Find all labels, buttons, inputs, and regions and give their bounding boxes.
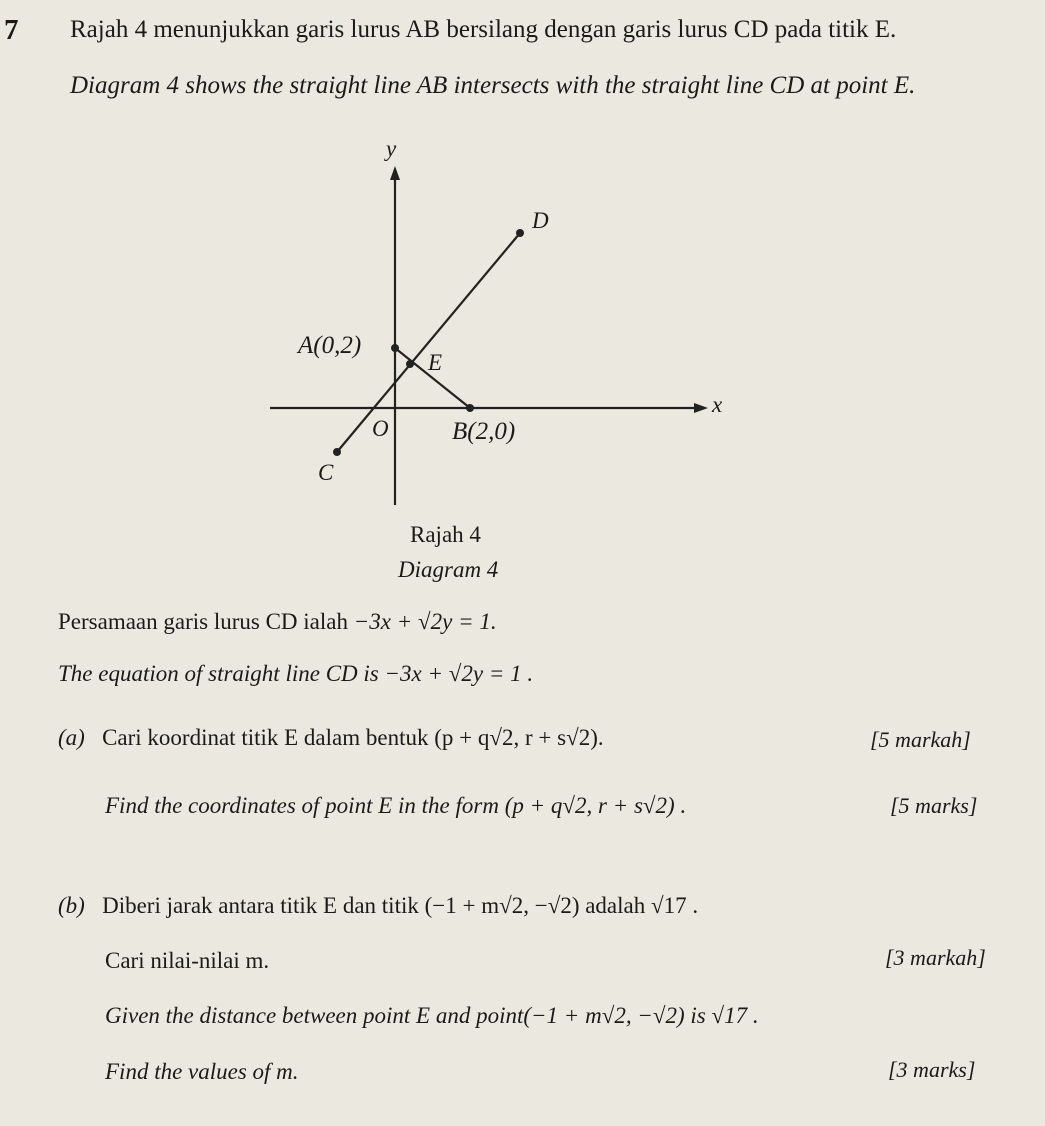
y-axis-arrow-icon [390, 166, 400, 180]
equation-english [58, 661, 533, 687]
origin-label: O [372, 416, 389, 441]
part-a-marks-english: [5 marks] [890, 793, 978, 818]
caption-malay: Rajah 4 [410, 522, 481, 547]
part-a-english-text: Find the coordinates of point E in the form (p + q√2, r + s√2) . [105, 793, 687, 818]
part-b-marks-malay: [3 markah] [885, 945, 986, 970]
intro-english: Diagram 4 shows the straight line AB intersects with the straight line CD at point E. [70, 72, 916, 99]
part-b-english-text: Given the distance between point E and point(−1 + m√2, −√2) is √17 . [105, 1003, 759, 1028]
part-a-malay-text: Cari koordinat titik E dalam bentuk (p + q√2, r + s√2). [102, 725, 604, 750]
question-number: 7 [4, 14, 19, 46]
part-a-marks-malay: [5 markah] [870, 727, 971, 752]
point-e-label: E [428, 350, 443, 375]
point-d-label: D [532, 208, 549, 233]
point-b [466, 404, 474, 412]
part-b-marks-english: [3 marks] [888, 1057, 976, 1082]
point-b-label: B(2,0) [452, 418, 516, 445]
equation-english-prefix: The equation of straight line CD is [58, 661, 385, 686]
part-b-english-text-2: Find the values of m. [105, 1059, 299, 1084]
point-d [516, 229, 524, 237]
part-b-malay-text-2: Cari nilai-nilai m. [105, 948, 270, 973]
part-b-label: (b) [58, 893, 85, 918]
equation-malay-expr: −3x + √2y = 1. [353, 609, 497, 634]
x-axis-label: x [712, 392, 723, 417]
part-a-label: (a) [58, 725, 85, 750]
point-e [406, 360, 414, 368]
point-c-label: C [318, 460, 334, 485]
part-b-malay-text: Diberi jarak antara titik E dan titik (−1 + m√2, −√2) adalah √17 . [102, 893, 699, 918]
part-b-malay [58, 893, 698, 919]
part-a-malay [58, 725, 604, 751]
point-c [333, 448, 341, 456]
x-axis-arrow-icon [694, 403, 708, 413]
equation-malay-prefix: Persamaan garis lurus CD ialah [58, 609, 354, 634]
y-axis-label: y [386, 136, 397, 161]
point-a-label: A(0,2) [298, 332, 362, 359]
caption-english: Diagram 4 [398, 557, 499, 582]
equation-english-expr: −3x + √2y = 1 . [384, 661, 534, 686]
point-a [391, 344, 399, 352]
intro-malay: Rajah 4 menunjukkan garis lurus AB bersilang dengan garis lurus CD pada titik E. [70, 16, 897, 43]
equation-malay [58, 609, 497, 635]
